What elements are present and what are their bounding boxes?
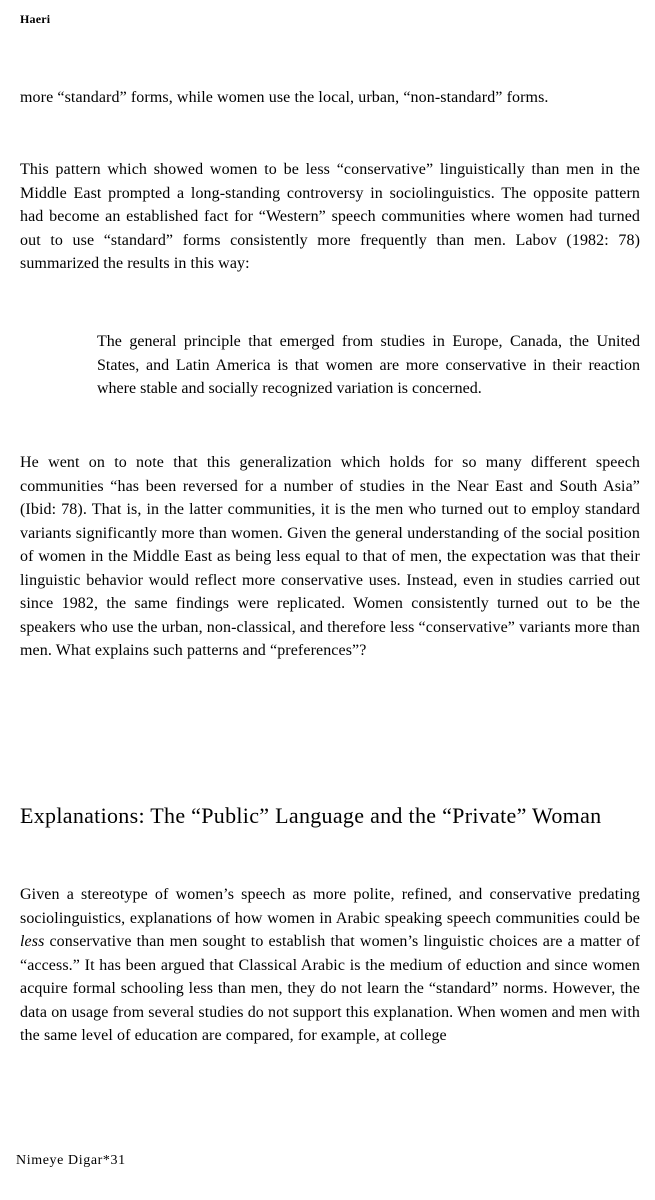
section-heading: Explanations: The “Public” Language and the “Private” Woman [20, 803, 602, 828]
page-footer-folio: Nimeye Digar*31 [16, 1153, 126, 1168]
emphasis-less: less [20, 933, 45, 950]
running-head: Haeri [20, 12, 51, 26]
paragraph-pattern: This pattern which showed women to be less “conservative” linguistically than men in the Middle East prompted a long-standing controversy in sociolinguistics. The opposite pattern had become an established fact for “Western” speech communities where women had turned out to use “standard” forms consistently more frequently than men. Labov (1982: 78) summarized the results in this way: [20, 161, 640, 272]
paragraph-continuation: more “standard” forms, while women use the local, urban, “non-standard” forms. [20, 89, 549, 106]
paragraph-explanations [20, 883, 640, 1048]
paragraph-explanations-end: conservative than men sought to establish that women’s linguistic choices are a matter of “access.” It has been argued that Classical Arabic is the medium of eduction and since women acquire formal schooling less than men, they do not learn the “standard” norms. However, the data on usage from several studies do not support this explanation. When women and men with the same level of education are compared, for example, at college [20, 933, 640, 1044]
paragraph-labov-note: He went on to note that this generalization which holds for so many different speech communities “has been reversed for a number of studies in the Near East and South Asia” (Ibid: 78). That is, in the latter communities, it is the men who turned out to employ standard variants significantly more than women. Given the general understanding of the social position of women in the Middle East as being less equal to that of men, the expectation was that their linguistic behavior would reflect more conservative uses. Instead, even in studies carried out since 1982, the same findings were replicated. Women consistently turned out to be the speakers who use the urban, non-classical, and therefore less “conservative” variants more than men. What explains such patterns and “preferences”? [20, 454, 640, 659]
block-quote-labov: The general principle that emerged from studies in Europe, Canada, the United States, and Latin America is that women are more conservative in their reaction where stable and socially recognized variation is concerned. [97, 333, 640, 397]
paragraph-explanations-start: Given a stereotype of women’s speech as more polite, refined, and conservative predating sociolinguistics, explanations of how women in Arabic speaking speech communities could be [20, 886, 640, 927]
